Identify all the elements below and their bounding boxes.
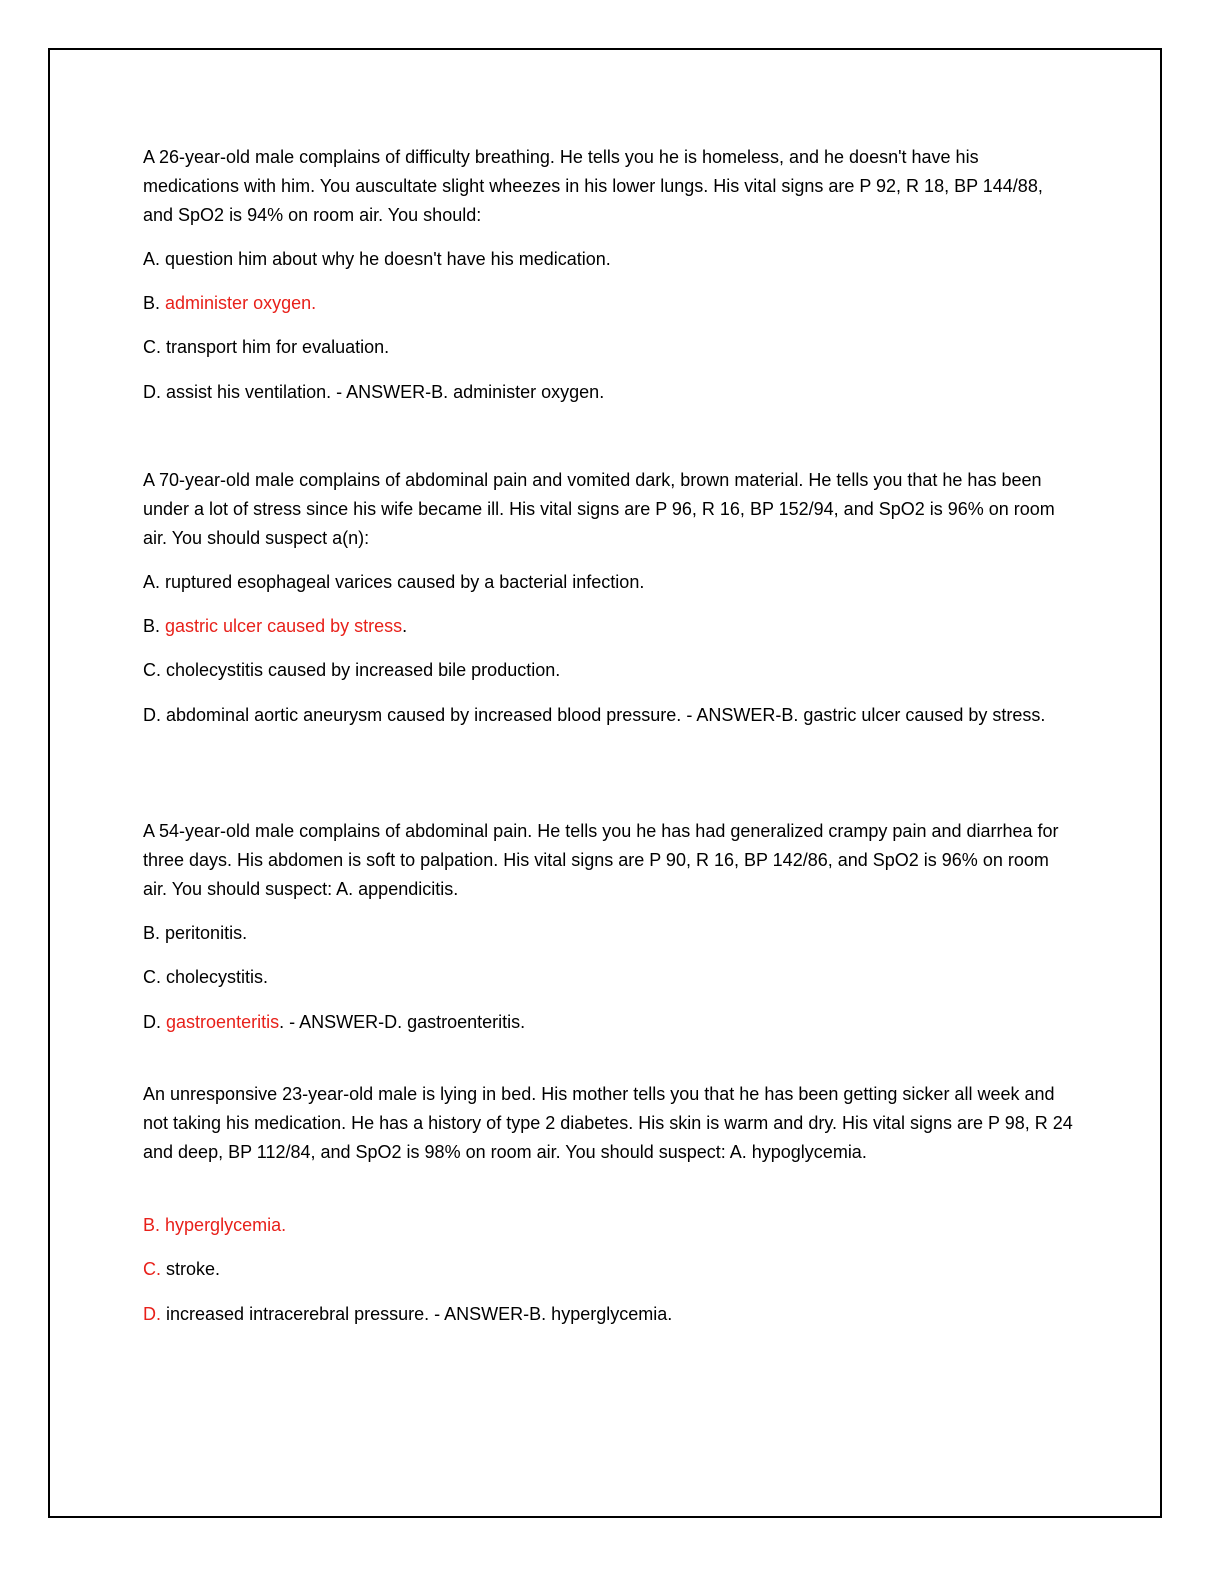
option-a xyxy=(143,245,1073,274)
answer-key: - ANSWER-B. administer oxygen. xyxy=(336,382,605,402)
option-letter: B. xyxy=(143,923,161,943)
option-suffix: . xyxy=(402,616,408,636)
option-letter: B. xyxy=(143,293,161,313)
option-c xyxy=(143,1255,1073,1284)
option-letter: A. xyxy=(143,572,161,592)
option-text: stroke. xyxy=(166,1259,221,1279)
question-4 xyxy=(143,1080,1073,1324)
option-letter: C. xyxy=(143,337,161,357)
option-c xyxy=(143,656,1073,685)
option-d xyxy=(143,701,1073,730)
question-1 xyxy=(143,143,1073,402)
option-text: peritonitis. xyxy=(165,923,248,943)
option-c xyxy=(143,333,1073,362)
option-text: cholecystitis caused by increased bile production. xyxy=(166,660,561,680)
option-d xyxy=(143,1300,1073,1329)
question-3 xyxy=(143,817,1073,1032)
option-text: abdominal aortic aneurysm caused by increased blood pressure. xyxy=(166,705,682,725)
option-letter: D. xyxy=(143,1012,161,1032)
option-a xyxy=(143,568,1073,597)
option-b xyxy=(143,289,1073,318)
option-text-correct: hyperglycemia. xyxy=(165,1215,287,1235)
option-b xyxy=(143,919,1073,948)
question-2 xyxy=(143,466,1073,725)
option-letter: B. xyxy=(143,616,161,636)
question-stem: An unresponsive 23-year-old male is lying in bed. His mother tells you that he has been getting sicker all week and not taking his medication. He has a history of type 2 diabetes. His skin is warm and dry. His vital signs are P 98, R 24 and deep, BP 112/84, and SpO2 is 98% on room air. You should suspect: A. hypoglycemia. xyxy=(143,1084,1073,1162)
option-b xyxy=(143,612,1073,641)
option-c xyxy=(143,963,1073,992)
option-letter: C. xyxy=(143,1259,161,1279)
option-text-correct: gastric ulcer caused by stress xyxy=(165,616,403,636)
option-b xyxy=(143,1211,1073,1240)
option-suffix: . xyxy=(279,1012,285,1032)
option-d xyxy=(143,1008,1073,1037)
option-text: transport him for evaluation. xyxy=(166,337,390,357)
option-letter-correct: B. xyxy=(143,1215,161,1235)
question-stem: A 70-year-old male complains of abdominal pain and vomited dark, brown material. He tells you that he has been under a lot of stress since his wife became ill. His vital signs are P 96, R 16, BP 152/94, and SpO2 is 96% on room air. You should suspect a(n): xyxy=(143,470,1055,548)
option-text: increased intracerebral pressure. xyxy=(166,1304,430,1324)
option-letter: D. xyxy=(143,1304,161,1324)
option-d xyxy=(143,378,1073,407)
option-text: ruptured esophageal varices caused by a bacterial infection. xyxy=(165,572,645,592)
answer-key: - ANSWER-D. gastroenteritis. xyxy=(289,1012,526,1032)
option-text: question him about why he doesn't have his medication. xyxy=(165,249,611,269)
option-letter: C. xyxy=(143,660,161,680)
option-text: assist his ventilation. xyxy=(166,382,332,402)
option-text-correct: administer oxygen. xyxy=(165,293,317,313)
question-stem: A 26-year-old male complains of difficulty breathing. He tells you he is homeless, and he doesn't have his medications with him. You auscultate slight wheezes in his lower lungs. His vital signs are P 92, R 18, BP 144/88, and SpO2 is 94% on room air. You should: xyxy=(143,147,1043,225)
answer-key: - ANSWER-B. hyperglycemia. xyxy=(434,1304,673,1324)
option-letter: A. xyxy=(143,249,161,269)
question-stem: A 54-year-old male complains of abdominal pain. He tells you he has had generalized crampy pain and diarrhea for three days. His abdomen is soft to palpation. His vital signs are P 90, R 16, BP 142/86, and SpO2 is 96% on room air. You should suspect: A. appendicitis. xyxy=(143,821,1059,899)
option-letter: C. xyxy=(143,967,161,987)
answer-key: - ANSWER-B. gastric ulcer caused by stress. xyxy=(686,705,1046,725)
option-text: cholecystitis. xyxy=(166,967,269,987)
option-text-correct: gastroenteritis xyxy=(166,1012,280,1032)
option-letter: D. xyxy=(143,382,161,402)
option-letter: D. xyxy=(143,705,161,725)
